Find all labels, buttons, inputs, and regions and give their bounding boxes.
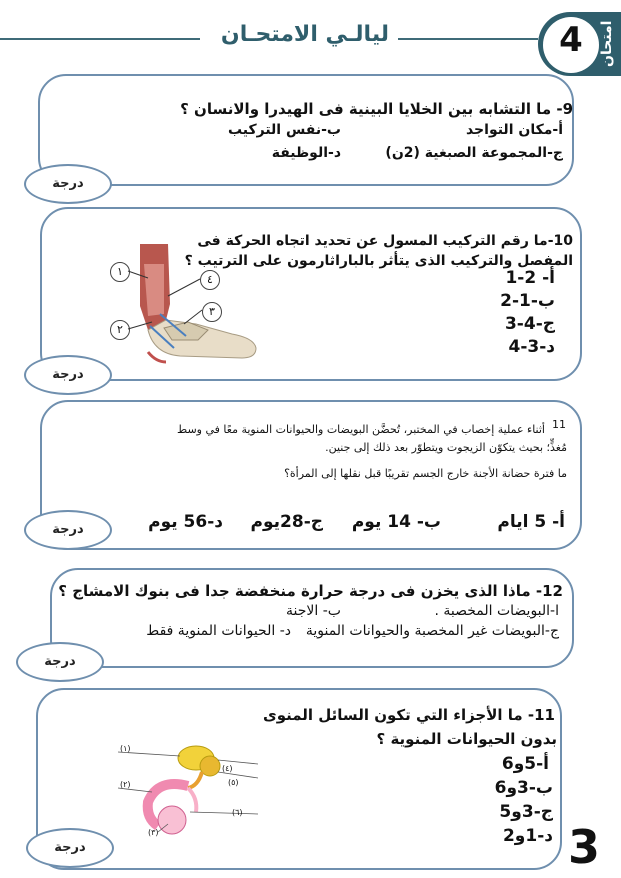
q9-option-b[interactable]: ب-نفس التركيب (227, 122, 341, 138)
question-10-line2: المفصل والتركيب الذى يتأثر بالباراثارمون على الترتيب ؟ (184, 253, 573, 269)
figure-label-5: (٥) (228, 778, 239, 787)
figure-label-1: (١) (120, 744, 131, 753)
q13-option-a[interactable]: أ-5و6 (501, 754, 549, 774)
ankle-label-3: ٣ (202, 302, 222, 322)
header-line-right (398, 38, 538, 40)
male-reproductive-figure (118, 738, 258, 840)
grade-oval-10: درجة (24, 355, 112, 395)
header-line-left (0, 38, 200, 40)
q11-option-d[interactable]: د-56 يوم (148, 512, 223, 532)
q11-option-b[interactable]: ب- 14 يوم (351, 512, 441, 532)
q13-option-b[interactable]: ب-3و6 (494, 778, 553, 798)
ankle-label-1: ١ (110, 262, 130, 282)
q13-option-d[interactable]: د-1و2 (502, 826, 553, 846)
q10-option-c[interactable]: ج-4-3 (504, 314, 555, 334)
q13-option-c[interactable]: ج-3و5 (499, 802, 553, 822)
exam-number: 4 (559, 20, 583, 60)
ankle-label-4: ٤ (200, 270, 220, 290)
grade-oval-12: درجة (16, 642, 104, 682)
question-9-text: 9- ما التشابه بين الخلايا البينية فى الهيدرا والانسان ؟ (180, 100, 573, 118)
q11-option-a[interactable]: أ- 5 ايام (497, 512, 565, 532)
q9-option-d[interactable]: د-الوظيفة (271, 145, 341, 161)
figure-label-6: (٦) (232, 808, 243, 817)
q12-option-c[interactable]: ج-البويضات غير المخصبة والحيوانات المنوية (305, 623, 559, 639)
q9-option-a[interactable]: أ-مكان التواجد (465, 122, 563, 138)
q9-option-c[interactable]: ج-المجموعة الصبغية (2ن) (385, 145, 563, 161)
q10-option-d[interactable]: د-3-4 (508, 337, 555, 357)
q10-option-a[interactable]: أ- 2-1 (505, 268, 555, 288)
grade-oval-11: درجة (24, 510, 112, 550)
figure-label-3: (٣) (148, 828, 159, 837)
question-11-number: 11 (552, 418, 566, 431)
question-11-line1: أثناء عملية إخصاب في المختبر، تُحضَّن البويضات والحيوانات المنوية معًا في وسط (177, 423, 545, 436)
figure-label-2: (٢) (120, 780, 131, 789)
question-13-line1: 11- ما الأجزاء التي تكون السائل المنوى (262, 706, 555, 724)
exam-label: امتحان (599, 20, 615, 68)
q12-option-d[interactable]: د- الحيوانات المنوية فقط (146, 623, 291, 639)
grade-oval-13: درجة (26, 828, 114, 868)
question-12-text: 12- ماذا الذى يخزن فى درجة حرارة منخفضة جدا فى بنوك الامشاج ؟ (58, 582, 563, 600)
q10-option-b[interactable]: ب-1-2 (500, 291, 555, 311)
question-11-line3: ما فترة حضانة الأجنة خارج الجسم تقريبًا قبل نقلها إلى المرأة؟ (284, 467, 567, 480)
figure-label-4: (٤) (222, 764, 233, 773)
question-10-line1: 10-ما رقم التركيب المسول عن تحديد اتجاه الحركة فى (197, 233, 573, 249)
page-number: 3 (568, 820, 601, 874)
q12-option-b[interactable]: ب- الاجنة (286, 603, 341, 619)
q12-option-a[interactable]: ا-البويضات المخصبة . (434, 603, 559, 619)
page-title: ليالـي الامتحـان (220, 22, 390, 47)
q11-option-c[interactable]: ج-28يوم (250, 512, 323, 532)
grade-oval-9: درجة (24, 164, 112, 204)
ankle-label-2: ٢ (110, 320, 130, 340)
question-13-line2: بدون الحيوانات المنوية ؟ (376, 730, 557, 748)
question-11-line2: مُغذٍّ؛ بحيث يتكوّن الزيجوت ويتطوّر بعد ذلك إلى جنين. (325, 441, 567, 454)
